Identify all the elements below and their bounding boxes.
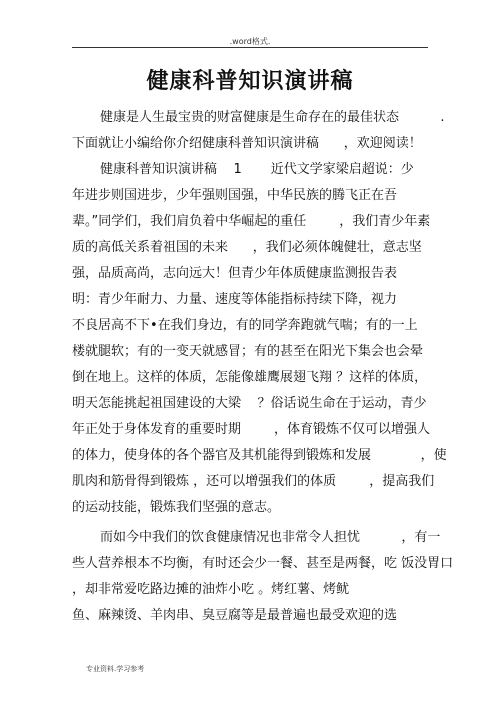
paragraph-line: 年正处于身体发育的重要时期 ，体育锻炼不仅可以增强人: [72, 422, 431, 437]
paragraph-line: 明天怎能挑起祖国建设的大梁 ？俗话说生命在于运动，青少: [72, 396, 427, 411]
paragraph-line: 的运动技能，锻炼我们坚强的意志。: [72, 500, 281, 515]
paragraph-line: 健康是人生最宝贵的财富健康是生命存在的最佳状态 .: [100, 110, 445, 125]
document-title: 健康科普知识演讲稿: [146, 69, 354, 94]
paragraph-line: 质的高低关系着祖国的未来 ，我们必须体魄健壮，意志坚: [72, 240, 422, 255]
paragraph-line: 肌肉和筋骨得到锻炼 ，还可以增强我们的体质 ，提高我们: [72, 474, 435, 489]
page-footer: 专业资料.学习参考: [86, 665, 145, 673]
paragraph-line: 强，品质高尚，志向远大！但青少年体质健康监测报告表: [72, 266, 398, 281]
paragraph-line: ，却非常爱吃路边摊的油炸小吃 。烤红薯、烤鱿: [72, 582, 350, 597]
paragraph-line: 下面就让小编给你介绍健康科普知识演讲稿 ，欢迎阅读！: [72, 136, 422, 151]
paragraph-line: 倒在地上。这样的体质，怎能像雄鹰展翅飞翔 ？这样的体质，: [72, 370, 428, 385]
paragraph-line: 明：青少年耐力、力量、速度等体能指标持续下降，视力: [72, 292, 398, 307]
page-header: .word格式.: [229, 37, 271, 46]
paragraph-line: 些人营养根本不均衡，有时还会少一餐、甚至是两餐，吃 饭没胃口: [72, 556, 454, 571]
paragraph-line: 鱼、麻辣烫、羊肉串、臭豆腐等是最普遍也最受欢迎的选: [72, 608, 398, 623]
paragraph-line: 健康科普知识演讲稿 1 近代文学家梁启超说：少: [100, 162, 414, 177]
paragraph-line: 的体力，使身体的各个器官及其机能得到锻炼和发展 ，使: [72, 448, 447, 463]
header-divider: [72, 47, 428, 48]
paragraph-line: 年进步则国进步，少年强则国强，中华民族的腾飞正在吾: [72, 188, 398, 203]
paragraph-line: 楼就腿软；有的一变天就感冒；有的甚至在阳光下集会也会晕: [72, 344, 424, 359]
paragraph-line: 不良居高不下•在我们身边，有的同学奔跑就气喘；有的一上: [72, 318, 418, 333]
paragraph-line: 而如今中我们的饮食健康情况也非常令人担忧 ，有一: [100, 530, 441, 545]
paragraph-line: 辈。”同学们，我们肩负着中华崛起的重任 ，我们青少年素: [72, 214, 431, 229]
